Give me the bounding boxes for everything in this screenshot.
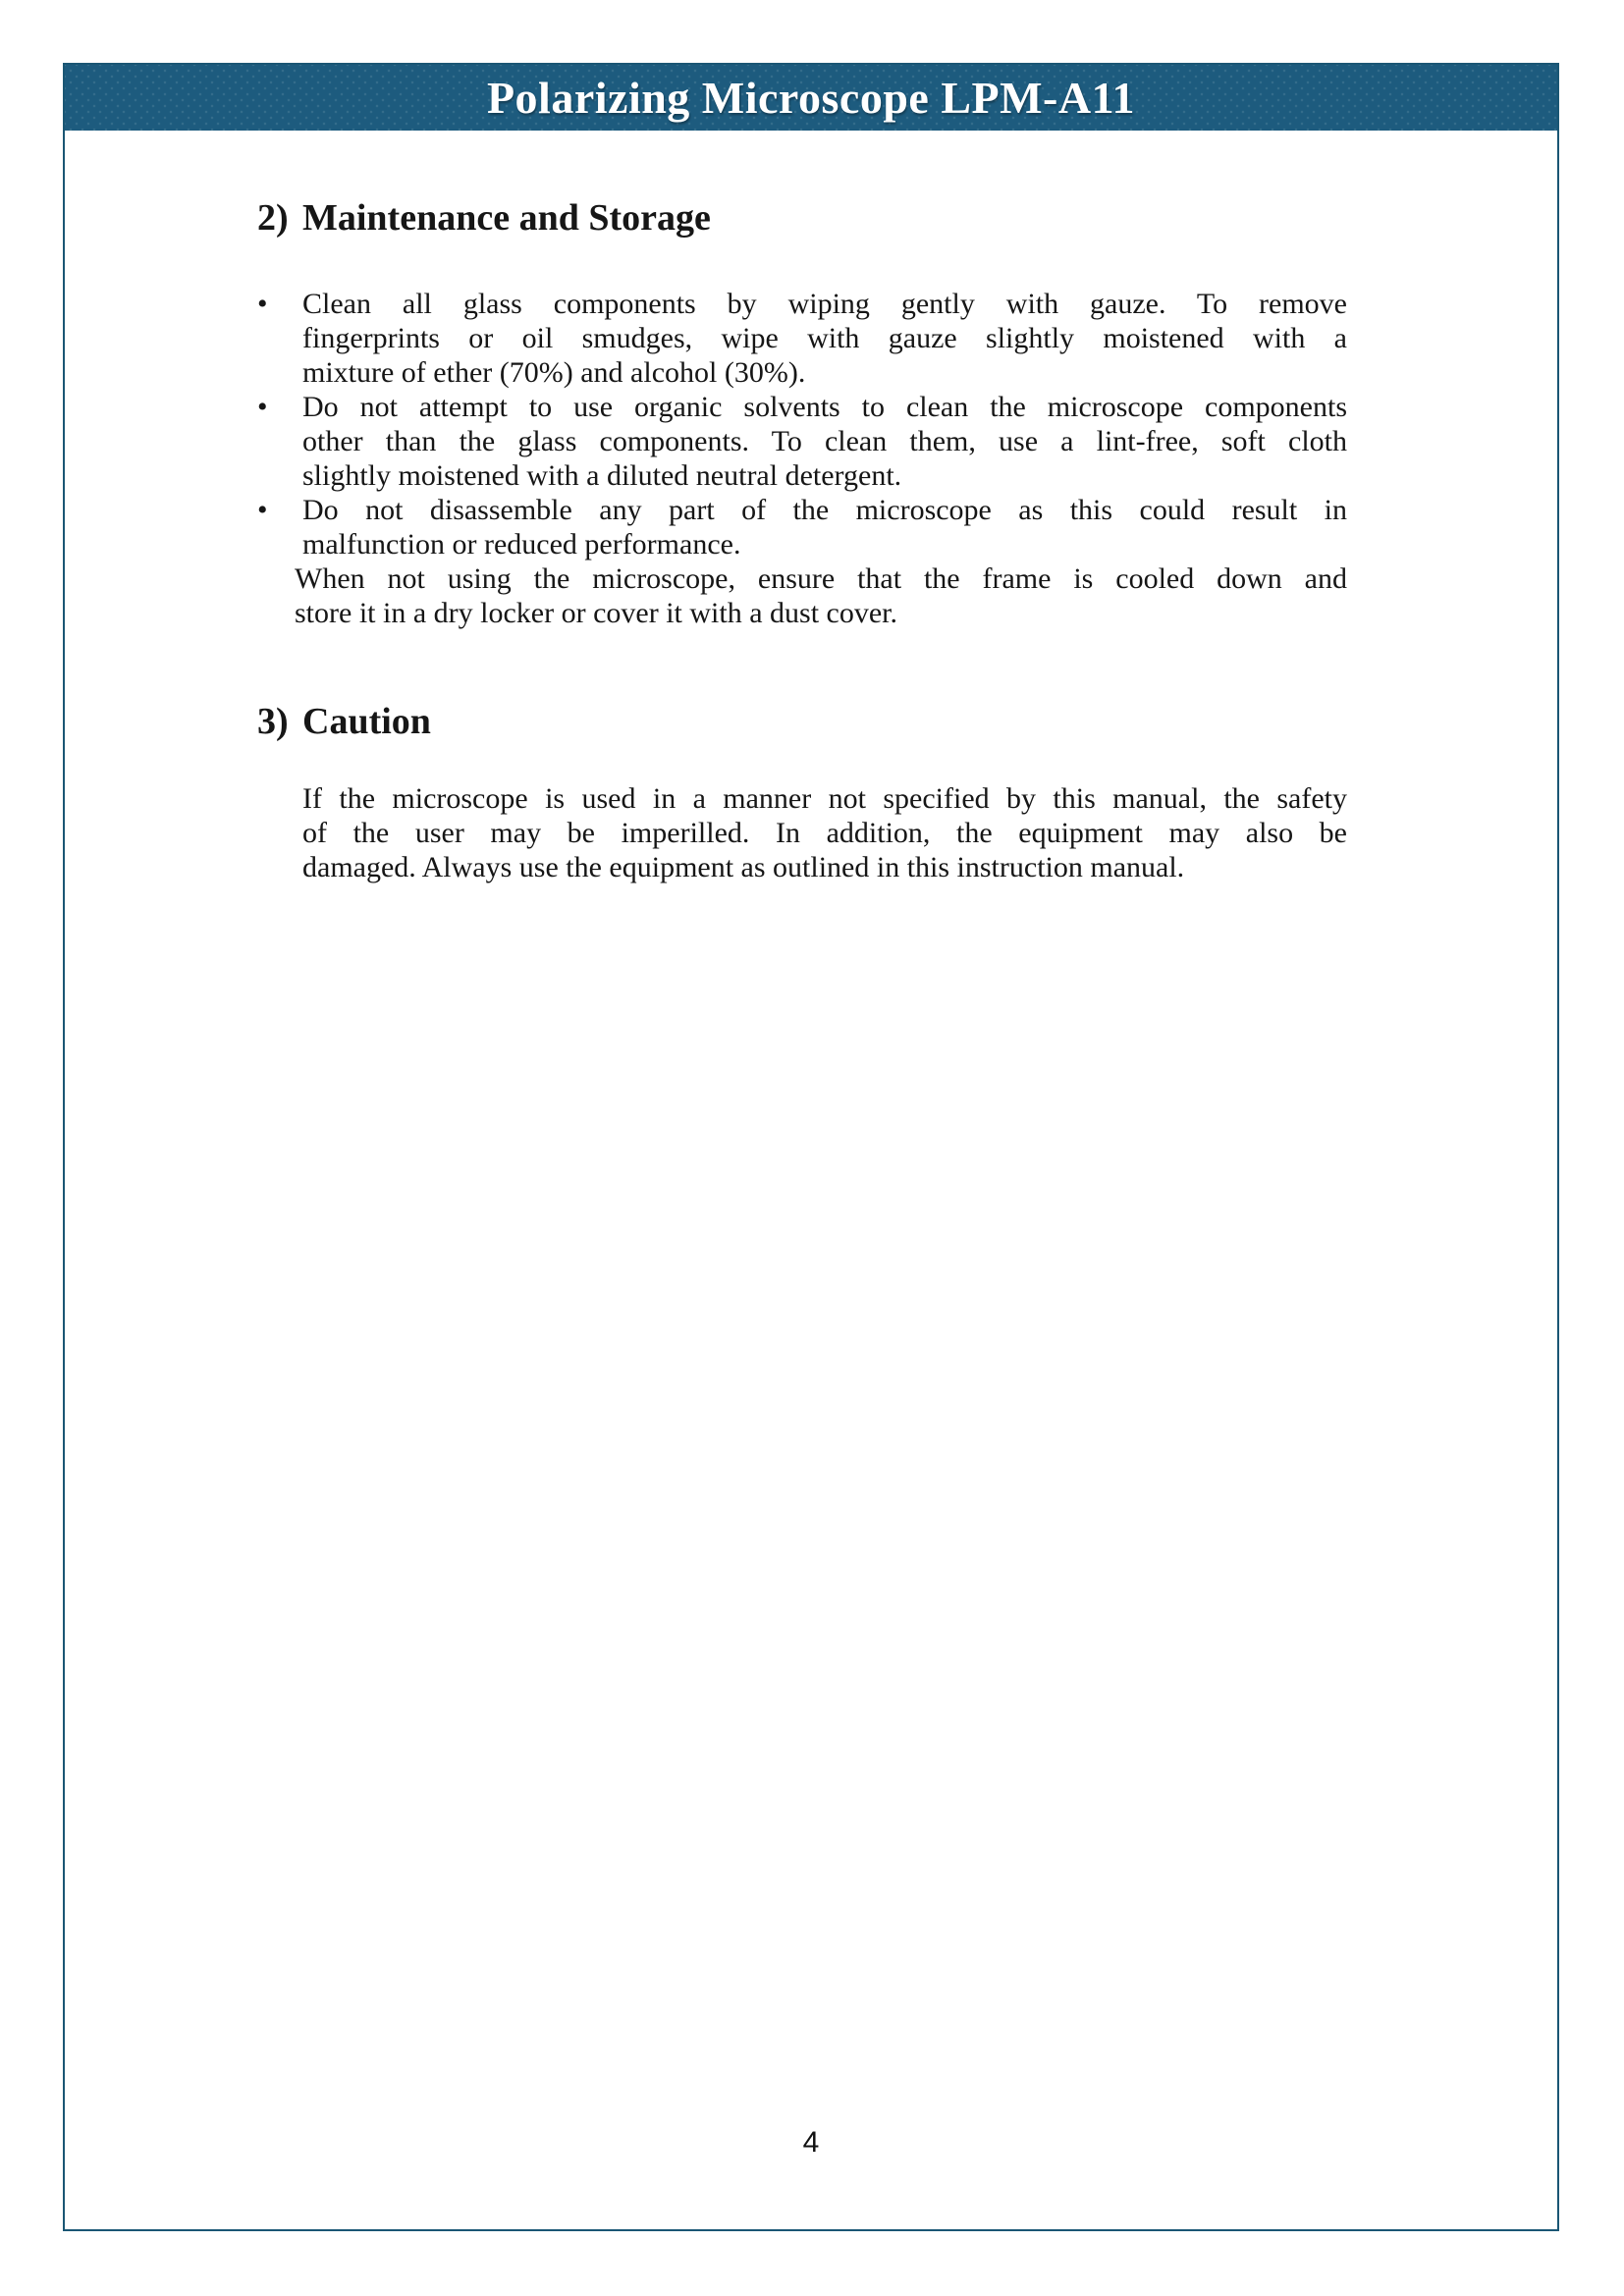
section-heading-caution: [257, 699, 1347, 744]
page-number: 4: [802, 2126, 820, 2159]
storage-note-paragraph: [295, 561, 1347, 630]
text-line: store it in a dry locker or cover it with a dust cover.: [295, 597, 897, 629]
caution-paragraph: [302, 781, 1347, 884]
text-line: damaged. Always use the equipment as outlined in this instruction manual.: [302, 851, 1185, 883]
text-line: When not using the microscope, ensure that the frame is cooled down and: [295, 562, 1347, 595]
bullet-icon: •: [257, 391, 268, 423]
section-number: 2): [257, 197, 289, 239]
section-title: Caution: [302, 701, 431, 742]
bullet-icon: •: [257, 494, 268, 526]
text-line: If the microscope is used in a manner not specified by this manual, the safety: [302, 782, 1347, 815]
text-line: Do not disassemble any part of the microscope as this could result in: [302, 494, 1347, 526]
text-line: fingerprints or oil smudges, wipe with gauze slightly moistened with a: [302, 322, 1347, 354]
section-number: 3): [257, 701, 289, 742]
text-line: slightly moistened with a diluted neutral detergent.: [302, 459, 902, 492]
document-title: Polarizing Microscope LPM-A11: [486, 73, 1136, 123]
text-line: of the user may be imperilled. In addition, the equipment may also be: [302, 817, 1347, 849]
text-line: malfunction or reduced performance.: [302, 528, 741, 561]
text-line: Do not attempt to use organic solvents to clean the microscope components: [302, 391, 1347, 423]
text-line: mixture of ether (70%) and alcohol (30%).: [302, 356, 806, 389]
bullet-item-no-disassembly: [257, 493, 1347, 561]
section-heading-maintenance: [257, 195, 1347, 240]
text-line: Clean all glass components by wiping gently with gauze. To remove: [302, 288, 1347, 320]
bullet-item-clean-glass: [257, 287, 1347, 390]
bullet-list: [257, 287, 1347, 561]
header-bar: [65, 65, 1557, 131]
bullet-icon: •: [257, 288, 268, 320]
page-border-box: [63, 63, 1559, 2231]
page-content: [65, 195, 1557, 884]
section-title: Maintenance and Storage: [302, 197, 711, 239]
bullet-item-no-solvents: [257, 390, 1347, 493]
text-line: other than the glass components. To clean them, use a lint-free, soft cloth: [302, 425, 1347, 457]
